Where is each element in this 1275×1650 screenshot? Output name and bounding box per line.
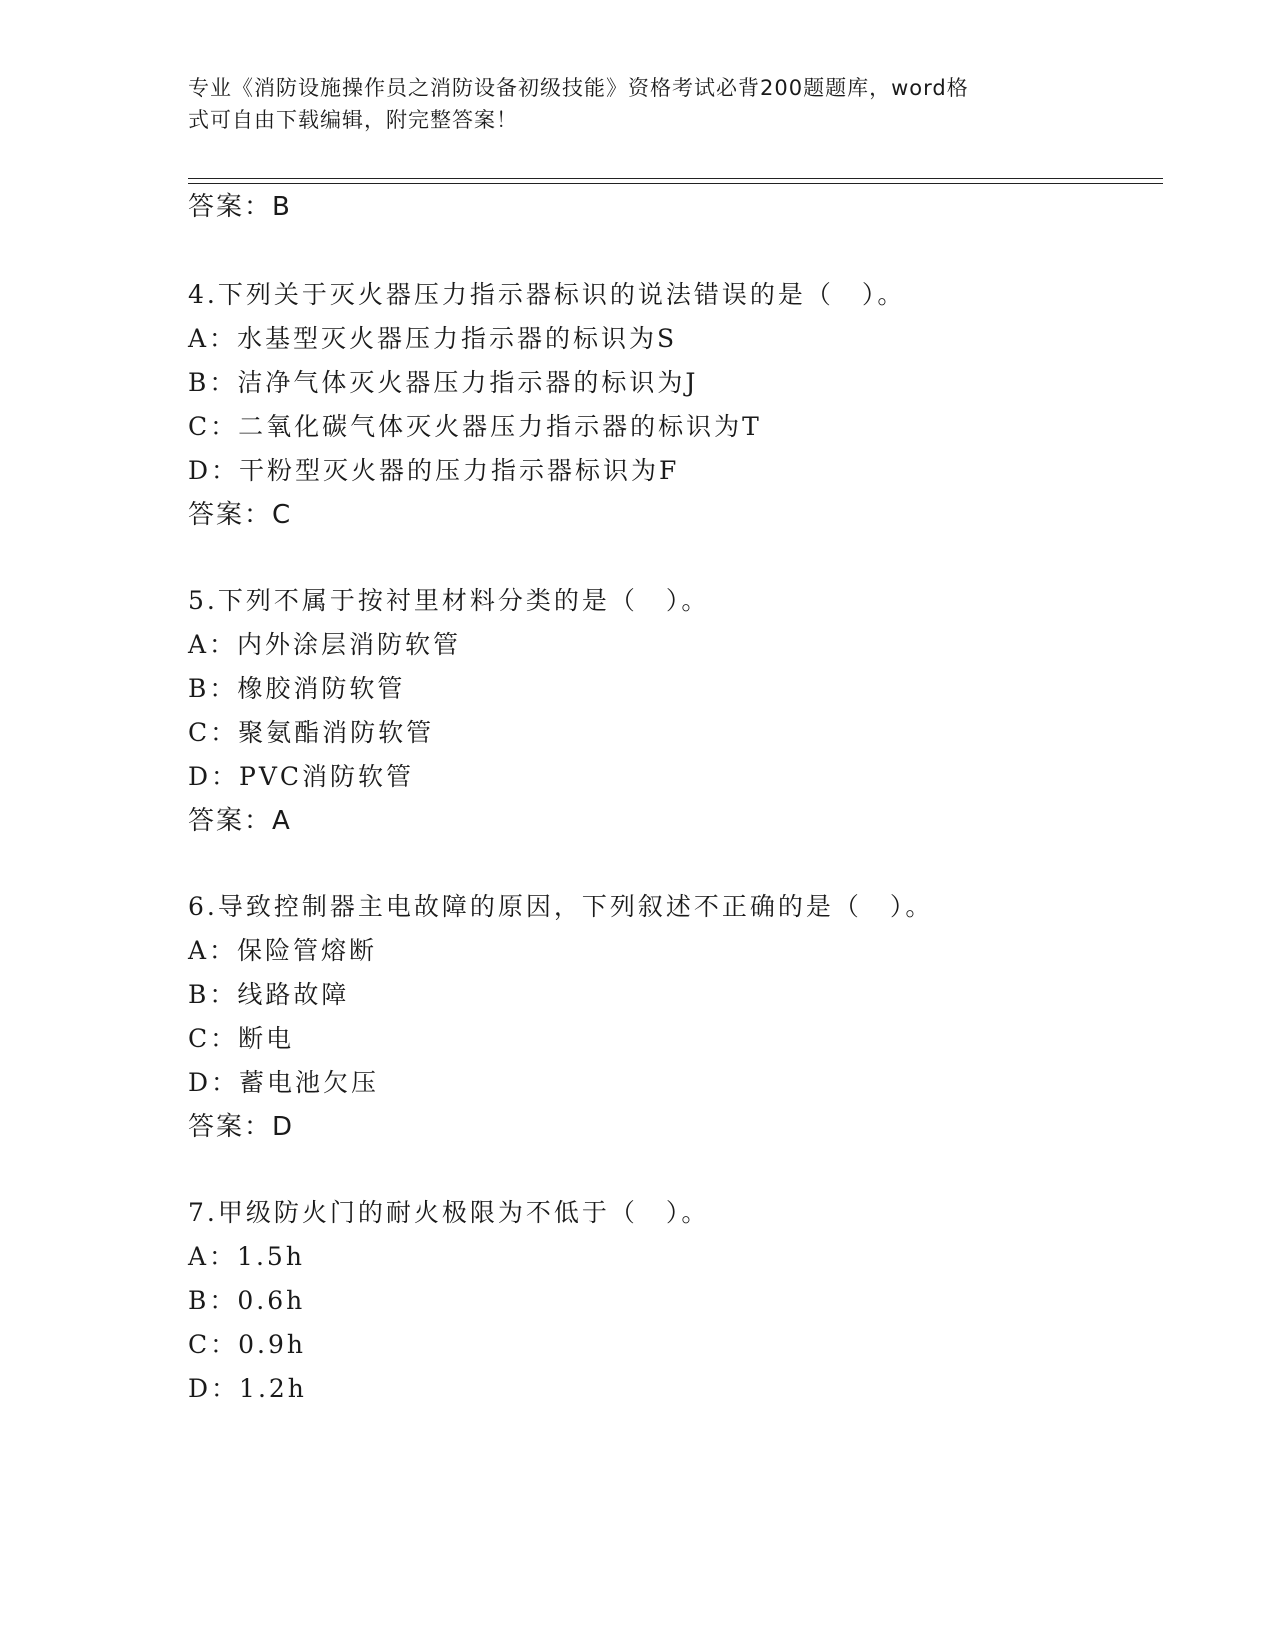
question-6-option-a: A：保险管熔断: [188, 936, 378, 965]
question-6-option-c: C：断电: [188, 1024, 295, 1053]
header-divider-top: [188, 178, 1163, 179]
question-7-option-d: D：1.2h: [188, 1374, 307, 1403]
question-7-option-c: C：0.9h: [188, 1330, 306, 1359]
question-4-option-d: D：干粉型灭火器的压力指示器标识为F: [188, 456, 680, 485]
question-4-option-c: C：二氧化碳气体灭火器压力指示器的标识为T: [188, 412, 762, 441]
question-7-stem: 7.甲级防火门的耐火极限为不低于（ ）。: [188, 1198, 710, 1227]
question-7-option-b: B：0.6h: [188, 1286, 306, 1315]
question-5-option-c: C：聚氨酯消防软管: [188, 718, 435, 747]
question-5-stem: 5.下列不属于按衬里材料分类的是（ ）。: [188, 586, 710, 615]
question-4-option-b: B：洁净气体灭火器压力指示器的标识为J: [188, 368, 699, 397]
question-5-option-a: A：内外涂层消防软管: [188, 630, 462, 659]
question-6-option-b: B：线路故障: [188, 980, 350, 1009]
question-5-answer: 答案：A: [188, 806, 292, 836]
question-4-stem: 4.下列关于灭火器压力指示器标识的说法错误的是（ ）。: [188, 280, 906, 309]
question-5-option-b: B：橡胶消防软管: [188, 674, 406, 703]
header-line-1: 专业《消防设施操作员之消防设备初级技能》资格考试必背200题题库，word格: [188, 76, 969, 100]
question-7-option-a: A：1.5h: [188, 1242, 305, 1271]
question-6-option-d: D：蓄电池欠压: [188, 1068, 380, 1097]
header-divider-bottom: [188, 183, 1163, 184]
question-5-option-d: D：PVC消防软管: [188, 762, 415, 791]
document-header: [188, 72, 1068, 136]
question-4-answer: 答案：C: [188, 500, 293, 530]
question-6-answer: 答案：D: [188, 1112, 295, 1142]
question-6-stem: 6.导致控制器主电故障的原因，下列叙述不正确的是（ ）。: [188, 892, 934, 921]
header-line-2: 式可自由下载编辑，附完整答案！: [188, 108, 518, 132]
question-4-option-a: A：水基型灭火器压力指示器的标识为S: [188, 324, 678, 353]
answer-previous: 答案：B: [188, 192, 292, 222]
